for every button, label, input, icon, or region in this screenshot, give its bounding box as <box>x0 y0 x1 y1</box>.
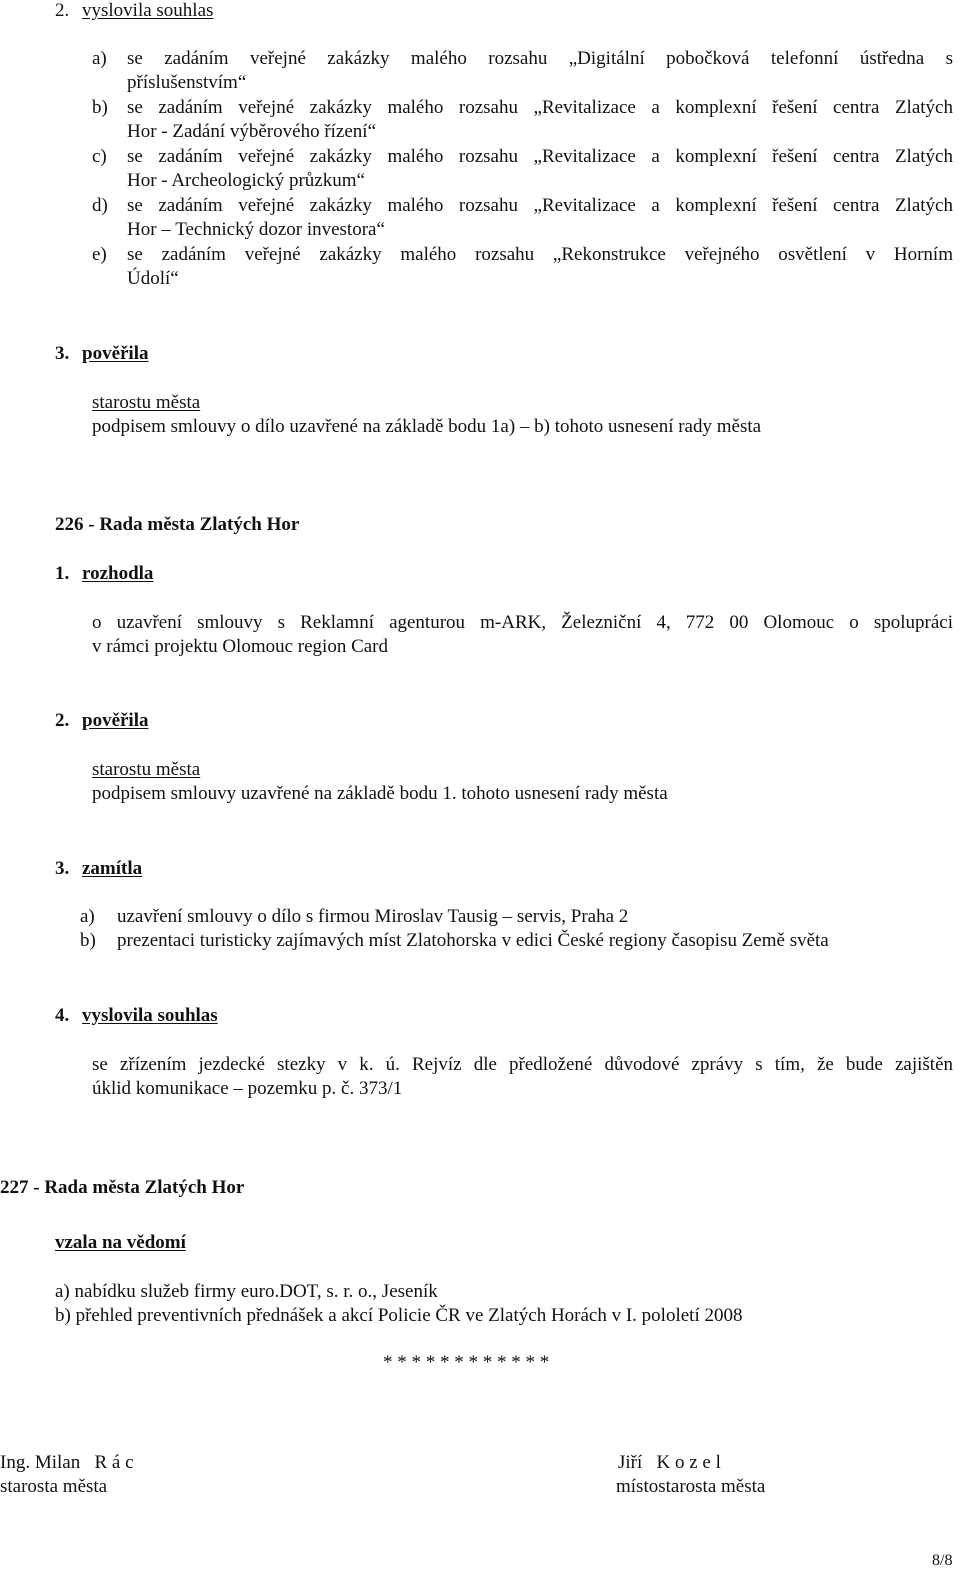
res227-item-a: a) nabídku služeb firmy euro.DOT, s. r. o., Jeseník <box>55 1281 438 1302</box>
item-a-line2: příslušenstvím“ <box>127 72 247 93</box>
res227-heading: vzala na vědomí <box>55 1232 186 1253</box>
item-a-line1: se zadáním veřejné zakázky malého rozsahu „Digitální pobočková telefonní ústředna s <box>127 48 953 69</box>
res226-p1-number: 1. <box>55 563 70 584</box>
item-c-line2: Hor - Archeologický průzkum“ <box>127 170 365 191</box>
res226-p3-item-a-label: a) <box>80 906 95 927</box>
section3-heading: pověřila <box>82 343 149 364</box>
item-d-label: d) <box>92 195 108 216</box>
res227-item-b: b) přehled preventivních přednášek a akcí Policie ČR ve Zlatých Horách v I. pololetí 2008 <box>55 1305 743 1326</box>
left-signature-role: starosta města <box>0 1476 108 1497</box>
right-signature-name: Jiří K o z e l <box>618 1452 721 1473</box>
section3-text: podpisem smlouvy o dílo uzavřené na základě bodu 1a) – b) tohoto usnesení rady města <box>92 416 762 437</box>
section3-number: 3. <box>55 343 70 364</box>
res226-p3-number: 3. <box>55 858 70 879</box>
item-c-label: c) <box>92 146 107 167</box>
res226-p2-person: starostu města <box>92 759 201 780</box>
item-b-line1: se zadáním veřejné zakázky malého rozsahu „Revitalizace a komplexní řešení centra Zlatých <box>127 97 953 118</box>
item-d-line2: Hor – Technický dozor investora“ <box>127 219 385 240</box>
item-c-line1: se zadáním veřejné zakázky malého rozsahu „Revitalizace a komplexní řešení centra Zlatých <box>127 146 953 167</box>
item-e-line1: se zadáním veřejné zakázky malého rozsahu „Rekonstrukce veřejného osvětlení v Horním <box>127 244 953 265</box>
res226-p4-line1: se zřízením jezdecké stezky v k. ú. Rejvíz dle předložené důvodové zprávy s tím, že bude zajištěn <box>92 1054 953 1075</box>
res226-p4-number: 4. <box>55 1005 70 1026</box>
item-a-label: a) <box>92 48 107 69</box>
item-e-line2: Údolí“ <box>127 268 179 289</box>
res226-p3-item-a-text: uzavření smlouvy o dílo s firmou Miroslav Tausig – servis, Praha 2 <box>117 906 629 927</box>
left-signature-name: Ing. Milan R á c <box>0 1452 134 1473</box>
section3-person: starostu města <box>92 392 201 413</box>
section2-number: 2. <box>55 0 70 21</box>
res226-p3-item-b-text: prezentaci turisticky zajímavých míst Zlatohorska v edici České regiony časopisu Země světa <box>117 930 829 951</box>
res226-p2-number: 2. <box>55 710 70 731</box>
item-d-line1: se zadáním veřejné zakázky malého rozsahu „Revitalizace a komplexní řešení centra Zlatých <box>127 195 953 216</box>
item-b-label: b) <box>92 97 108 118</box>
res226-p4-line2: úklid komunikace – pozemku p. č. 373/1 <box>92 1078 403 1099</box>
res226-p2-heading: pověřila <box>82 710 149 731</box>
right-signature-role: místostarosta města <box>616 1476 766 1497</box>
section2-heading: vyslovila souhlas <box>82 0 214 21</box>
res226-p2-text: podpisem smlouvy uzavřené na základě bodu 1. tohoto usnesení rady města <box>92 783 668 804</box>
res226-p1-line1: o uzavření smlouvy s Reklamní agenturou m-ARK, Železniční 4, 772 00 Olomouc o spolupráci <box>92 612 953 633</box>
res226-p3-heading: zamítla <box>82 858 143 879</box>
res226-p1-heading: rozhodla <box>82 563 154 584</box>
stars-separator: * * * * * * * * * * * * <box>383 1352 550 1373</box>
page-number: 8/8 <box>932 1552 953 1569</box>
item-b-line2: Hor - Zadání výběrového řízení“ <box>127 121 377 142</box>
resolution-227-title: 227 - Rada města Zlatých Hor <box>0 1177 245 1198</box>
item-e-label: e) <box>92 244 107 265</box>
resolution-226-title: 226 - Rada města Zlatých Hor <box>55 514 300 535</box>
res226-p4-heading: vyslovila souhlas <box>82 1005 218 1026</box>
res226-p3-item-b-label: b) <box>80 930 96 951</box>
res226-p1-line2: v rámci projektu Olomouc region Card <box>92 636 389 657</box>
